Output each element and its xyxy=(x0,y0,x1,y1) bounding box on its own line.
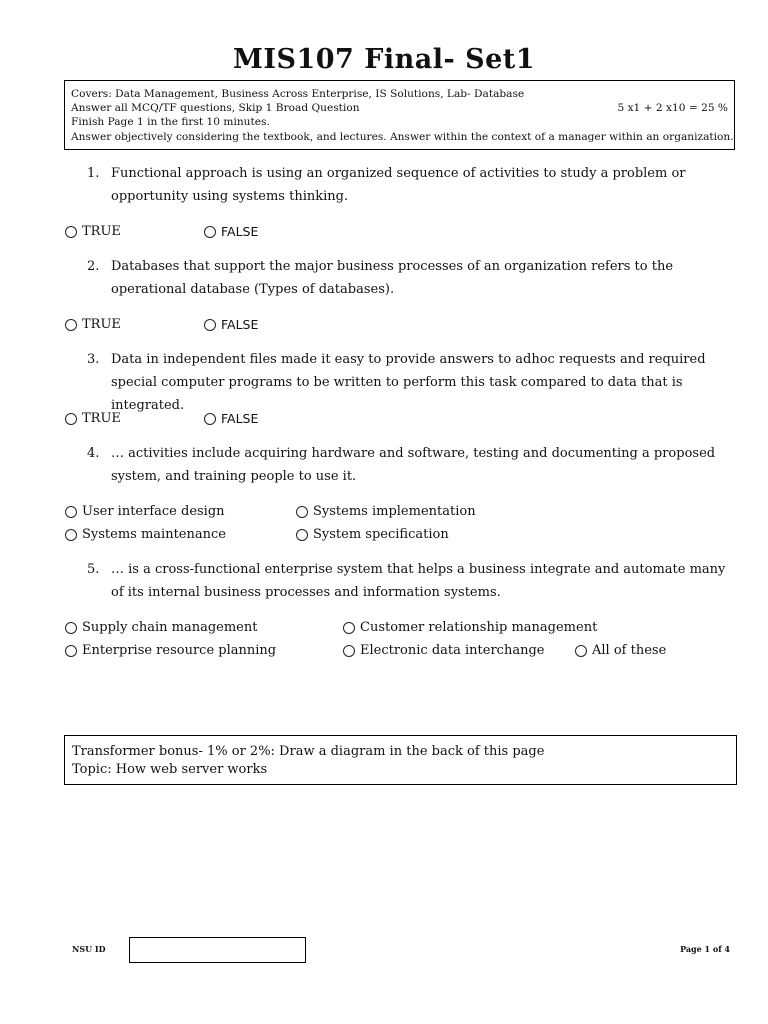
radio-icon[interactable] xyxy=(343,645,355,657)
option-label: Customer relationship management xyxy=(360,620,598,635)
question-3 xyxy=(87,348,737,417)
option-label: FALSE xyxy=(221,411,259,426)
radio-icon[interactable] xyxy=(204,413,216,425)
option-label: TRUE xyxy=(82,224,121,239)
option-label: FALSE xyxy=(221,317,259,332)
bonus-line-1: Transformer bonus- 1% or 2%: Draw a diagram in the back of this page xyxy=(72,744,545,759)
question-1 xyxy=(87,162,737,208)
question-number: 2. xyxy=(87,259,100,274)
question-text: Data in independent files made it easy to provide answers to adhoc requests and required special computer programs to be written to perform this task compared to data that is integrated. xyxy=(111,352,706,413)
q5-option-a[interactable] xyxy=(65,620,257,636)
q5-option-b[interactable] xyxy=(343,620,597,636)
question-number: 4. xyxy=(87,446,100,461)
radio-icon[interactable] xyxy=(65,413,77,425)
q3-option-false[interactable] xyxy=(204,411,258,427)
q1-option-false[interactable] xyxy=(204,224,258,240)
marks-text: 5 x1 + 2 x10 = 25 % xyxy=(617,102,728,115)
bonus-topic: Topic: How web server works xyxy=(72,762,268,777)
radio-icon[interactable] xyxy=(575,645,587,657)
q4-option-c[interactable] xyxy=(65,527,226,543)
q3-option-true[interactable] xyxy=(65,411,121,427)
page-number: Page 1 of 4 xyxy=(680,944,730,954)
question-text: … is a cross-functional enterprise system that helps a business integrate and automate many of its internal business processes and information systems. xyxy=(111,562,726,600)
radio-icon[interactable] xyxy=(296,529,308,541)
option-label: Systems maintenance xyxy=(82,527,226,542)
covers-text: Covers: Data Management, Business Across Enterprise, IS Solutions, Lab- Database xyxy=(71,88,525,100)
question-number: 3. xyxy=(87,352,100,367)
option-label: Systems implementation xyxy=(313,504,476,519)
option-label: TRUE xyxy=(82,411,121,426)
radio-icon[interactable] xyxy=(65,506,77,518)
radio-icon[interactable] xyxy=(204,226,216,238)
option-label: Electronic data interchange xyxy=(360,643,545,658)
radio-icon[interactable] xyxy=(343,622,355,634)
radio-icon[interactable] xyxy=(65,622,77,634)
question-2 xyxy=(87,255,737,301)
question-5 xyxy=(87,558,737,604)
q4-option-b[interactable] xyxy=(296,504,476,520)
instructions-box xyxy=(64,80,735,150)
exam-title: MIS107 Final- Set1 xyxy=(232,44,536,75)
option-label: System specification xyxy=(313,527,449,542)
nsu-id-field[interactable] xyxy=(129,937,306,963)
q4-option-a[interactable] xyxy=(65,504,225,520)
finish-text: Finish Page 1 in the first 10 minutes. xyxy=(71,116,270,129)
q2-option-true[interactable] xyxy=(65,317,121,333)
q5-option-e[interactable] xyxy=(575,643,666,659)
radio-icon[interactable] xyxy=(204,319,216,331)
radio-icon[interactable] xyxy=(296,506,308,518)
radio-icon[interactable] xyxy=(65,529,77,541)
objective-text: Answer objectively considering the textbook, and lectures. Answer within the context of a manager within an organization. xyxy=(71,130,734,143)
question-text: Databases that support the major business processes of an organization refers to the operational database (Types of databases). xyxy=(111,259,674,297)
question-number: 1. xyxy=(87,166,100,181)
nsu-id-label: NSU ID xyxy=(72,944,106,954)
option-label: FALSE xyxy=(221,224,259,239)
question-text: Functional approach is using an organized sequence of activities to study a problem or opportunity using systems thinking. xyxy=(111,166,686,204)
option-label: User interface design xyxy=(82,504,225,519)
answer-all-text: Answer all MCQ/TF questions, Skip 1 Broad Question xyxy=(71,102,360,115)
radio-icon[interactable] xyxy=(65,645,77,657)
option-label: Enterprise resource planning xyxy=(82,643,277,658)
q5-option-c[interactable] xyxy=(65,643,276,659)
question-text: … activities include acquiring hardware and software, testing and documenting a proposed system, and training people to use it. xyxy=(111,446,716,484)
question-number: 5. xyxy=(87,562,100,577)
q5-option-d[interactable] xyxy=(343,643,544,659)
option-label: Supply chain management xyxy=(82,620,258,635)
radio-icon[interactable] xyxy=(65,319,77,331)
option-label: All of these xyxy=(592,643,667,658)
q2-option-false[interactable] xyxy=(204,317,258,333)
bonus-box xyxy=(64,735,737,785)
radio-icon[interactable] xyxy=(65,226,77,238)
question-4 xyxy=(87,442,737,488)
q1-option-true[interactable] xyxy=(65,224,121,240)
option-label: TRUE xyxy=(82,317,121,332)
q4-option-d[interactable] xyxy=(296,527,449,543)
answer-all-row xyxy=(71,101,728,115)
